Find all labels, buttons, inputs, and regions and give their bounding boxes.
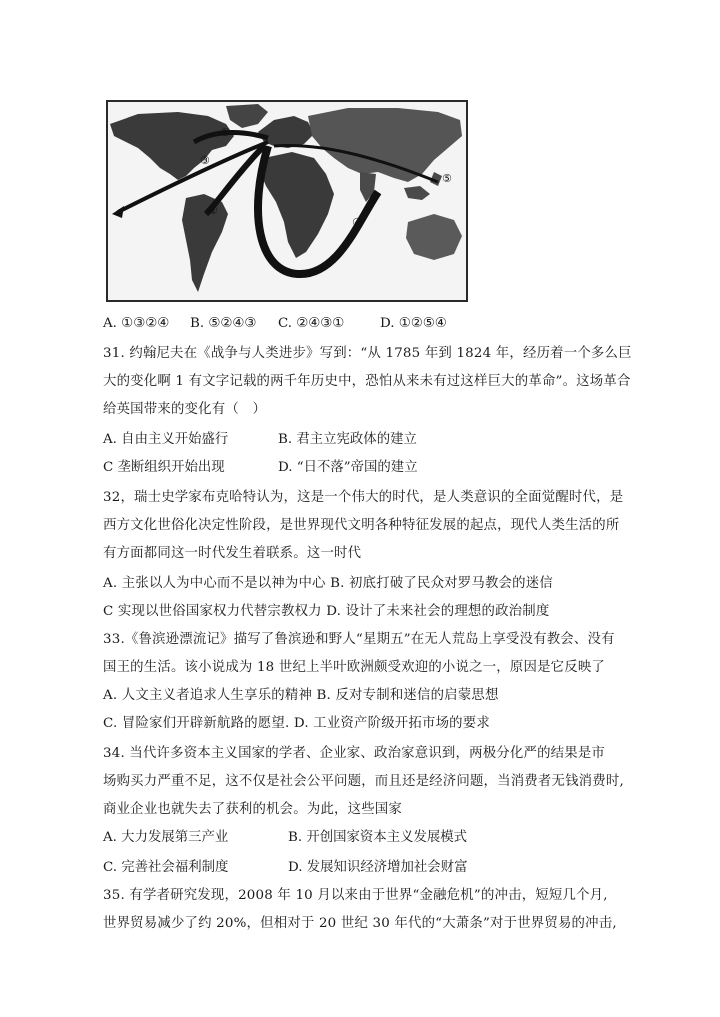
q32-stem-line-1: 32，瑞士史学家布克哈特认为，这是一个伟大的时代，是人类意识的全面觉醒时代，是	[103, 490, 624, 505]
q31-stem-line-3: 给英国带来的变化有（ ）	[103, 402, 267, 417]
q33-stem-line-1: 33.《鲁滨逊漂流记》描写了鲁滨逊和野人“星期五”在无人荒岛上享受没有教会、没有	[103, 632, 615, 647]
asia-landmass	[308, 108, 462, 182]
q33-options-ab[interactable]: A. 人文主义者追求人生享乐的精神 B. 反对专制和迷信的启蒙思想	[103, 688, 499, 703]
map-label-3: ③	[200, 154, 210, 167]
q33-stem-line-2: 国王的生活。该小说成为 18 世纪上半叶欧洲颇受欢迎的小说之一，原因是它反映了	[103, 660, 606, 675]
world-map-figure	[106, 100, 468, 302]
map-label-4: ④	[352, 216, 362, 229]
map-label-2: ②	[208, 204, 218, 217]
q30-option-c[interactable]: C. ②④③①	[278, 316, 345, 331]
q34-stem-line-1: 34. 当代许多资本主义国家的学者、企业家、政治家意识到，两极分化严的结果是市	[103, 746, 606, 761]
q34-stem-line-3: 商业企业也就失去了获利的机会。为此，这些国家	[103, 802, 402, 817]
route-arrowhead-west	[112, 206, 124, 218]
africa-landmass	[260, 152, 334, 258]
greenland-landmass	[226, 104, 268, 128]
q31-option-c[interactable]: C 垄断组织开始出现	[103, 460, 225, 475]
q34-stem-line-2: 场购买力严重不足，这不仅是社会公平问题，而且还是经济问题，当消费者无钱消费时,	[103, 774, 624, 789]
q34-option-c[interactable]: C. 完善社会福利制度	[103, 860, 229, 875]
north-america-landmass	[110, 112, 234, 180]
world-map-image	[108, 102, 466, 300]
q31-stem-line-1: 31. 约翰尼夫在《战争与人类进步》写到：“从 1785 年到 1824 年，经历着一个多么巨	[103, 346, 632, 361]
q34-option-d[interactable]: D. 发展知识经济增加社会财富	[288, 860, 468, 875]
q31-option-b[interactable]: B. 君主立宪政体的建立	[278, 432, 417, 447]
q34-option-a[interactable]: A. 大力发展第三产业	[103, 830, 229, 845]
q30-option-b[interactable]: B. ⑤②④③	[190, 316, 257, 331]
q30-option-d[interactable]: D. ①②⑤④	[380, 316, 447, 331]
q35-stem-line-2: 世界贸易减少了约 20%，但相对于 20 世纪 30 年代的“大萧条”对于世界贸易的冲击,	[103, 916, 617, 931]
q32-stem-line-2: 西方文化世俗化决定性阶段，是世界现代文明各种特征发展的起点，现代人类生活的所	[103, 518, 620, 533]
south-america-landmass	[182, 194, 228, 292]
q34-option-b[interactable]: B. 开创国家资本主义发展模式	[288, 830, 468, 845]
q32-stem-line-3: 有方面都同这一时代发生着联系。这一时代	[103, 546, 362, 561]
q30-option-a[interactable]: A. ①③②④	[103, 316, 170, 331]
map-label-1: ①	[220, 126, 230, 139]
q35-stem-line-1: 35. 有学者研究发现，2008 年 10 月以来由于世界“金融危机”的冲击，短短几个月,	[103, 888, 608, 903]
q32-options-cd[interactable]: C 实现以世俗国家权力代替宗教权力 D. 设计了未来社会的理想的政治制度	[103, 604, 550, 619]
map-label-5: ⑤	[442, 172, 452, 185]
q31-option-d[interactable]: D. “日不落”帝国的建立	[278, 460, 418, 475]
australia-landmass	[406, 214, 462, 260]
q31-option-a[interactable]: A. 自由主义开始盛行	[103, 432, 229, 447]
q33-options-cd[interactable]: C. 冒险家们开辟新航路的愿望. D. 工业资产阶级开拓市场的要求	[103, 716, 490, 731]
q32-options-ab[interactable]: A. 主张以人为中心而不是以神为中心 B. 初底打破了民众对罗马教会的迷信	[103, 576, 553, 591]
q31-stem-line-2: 大的变化啊 1 有文字记载的两千年历史中，恐怕从来未有过这样巨大的革命”。这场革合	[103, 374, 631, 389]
